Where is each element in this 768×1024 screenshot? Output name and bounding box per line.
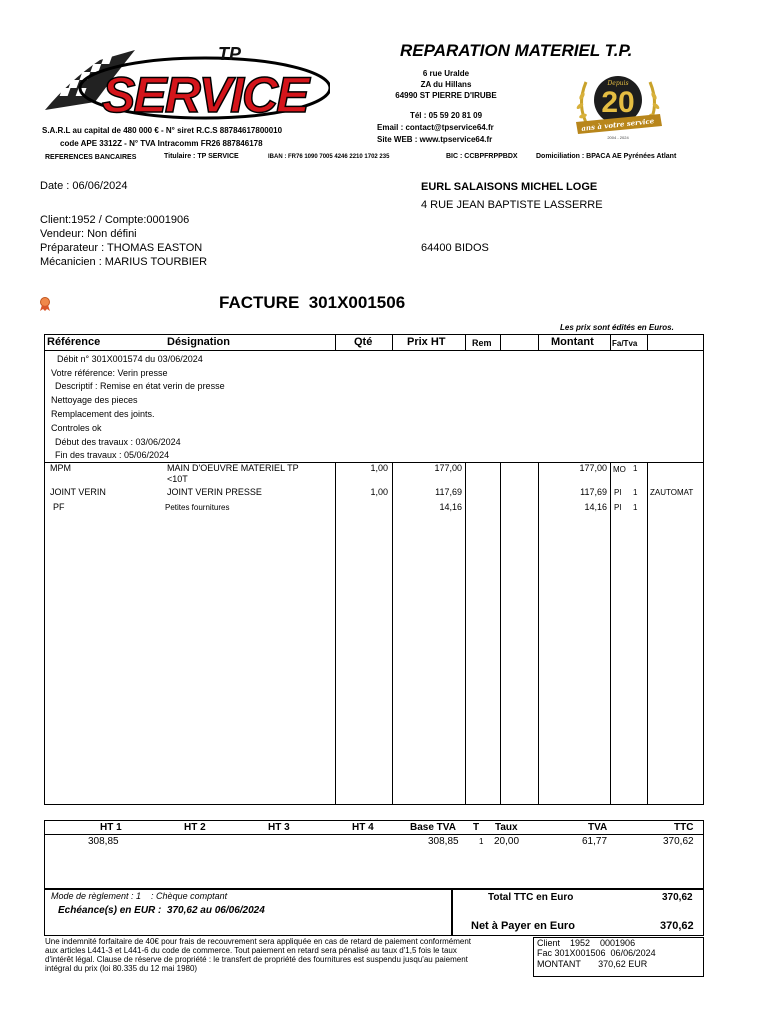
totals-taux: 20,00 bbox=[494, 836, 520, 847]
logo-tp-text: TP bbox=[218, 44, 242, 64]
company-address-3: 64990 ST PIERRE D'IRUBE bbox=[395, 91, 497, 100]
totals-col-t: T bbox=[473, 822, 480, 833]
payment-mode: Mode de règlement : 1 : Chèque comptant bbox=[51, 891, 228, 901]
description-line: Votre référence: Verin presse bbox=[51, 368, 168, 378]
recipient-street: 4 RUE JEAN BAPTISTE LASSERRE bbox=[421, 199, 603, 211]
totals-base-tva: 308,85 bbox=[428, 836, 459, 847]
badge-years: 20 bbox=[601, 86, 635, 119]
invoice-title: FACTURE 301X001506 bbox=[219, 293, 406, 312]
totals-col-tva: TVA bbox=[588, 822, 608, 833]
company-legal-2: code APE 3312Z - N° TVA Intracomm FR26 887846178 bbox=[60, 139, 263, 148]
bank-iban: IBAN : FR76 1090 7005 4246 2210 1702 235 bbox=[268, 154, 390, 160]
prices-note: Les prix sont édités en Euros. bbox=[560, 323, 674, 332]
invoice-client: Client:1952 / Compte:0001906 bbox=[40, 214, 190, 226]
item-montant: 117,69 bbox=[580, 487, 607, 497]
legal-line: aux articles L441-3 et L441-6 du code de commerce. Tout paiement en retard sera pénalisé au taux d'1,5 fois le taux bbox=[45, 946, 457, 955]
stub-line-2: Fac 301X001506 06/06/2024 bbox=[537, 948, 656, 958]
legal-line: Une indemnité forfaitaire de 40€ pour frais de recouvrement sera appliquée en cas de retard de paiement conformément bbox=[45, 937, 472, 946]
col-prix-ht: Prix HT bbox=[407, 336, 446, 348]
badge-depuis: Depuis bbox=[607, 80, 629, 87]
invoice-vendeur: Vendeur: Non défini bbox=[40, 228, 137, 240]
item-ref: PF bbox=[53, 502, 65, 512]
company-logo bbox=[40, 40, 330, 128]
payment-echeance: Echéance(s) en EUR : 370,62 au 06/06/2024 bbox=[58, 905, 265, 916]
item-extra: ZAUTOMAT bbox=[650, 488, 694, 497]
company-title: REPARATION MATERIEL T.P. bbox=[400, 41, 633, 60]
col-designation: Désignation bbox=[167, 336, 230, 348]
company-email: Email : contact@tpservice64.fr bbox=[377, 123, 494, 132]
total-ttc-label: Total TTC en Euro bbox=[488, 892, 574, 903]
item-qte: 1,00 bbox=[370, 463, 388, 473]
totals-col-ttc: TTC bbox=[674, 822, 694, 833]
totals-col-ht1: HT 1 bbox=[100, 822, 122, 833]
totals-col-ht4: HT 4 bbox=[352, 822, 374, 833]
item-ref: MPM bbox=[50, 463, 71, 473]
totals-col-ht3: HT 3 bbox=[268, 822, 290, 833]
item-designation: JOINT VERIN PRESSE bbox=[167, 487, 262, 497]
item-tva: 1 bbox=[633, 488, 638, 497]
badge-ribbon: ans à votre service bbox=[580, 116, 655, 133]
bank-references-label: REFERENCES BANCAIRES bbox=[45, 154, 137, 161]
recipient-city: 64400 BIDOS bbox=[421, 242, 489, 254]
total-ttc-value: 370,62 bbox=[662, 892, 693, 903]
item-fa: MO bbox=[613, 465, 626, 474]
company-web: Site WEB : www.tpservice64.fr bbox=[377, 135, 493, 144]
description-line: Début des travaux : 03/06/2024 bbox=[55, 437, 181, 447]
totals-tva: 61,77 bbox=[582, 836, 608, 847]
item-fa: PI bbox=[614, 503, 622, 512]
item-ref: JOINT VERIN bbox=[50, 487, 106, 497]
invoice-preparateur: Préparateur : THOMAS EASTON bbox=[40, 242, 203, 254]
company-address-1: 6 rue Uralde bbox=[422, 69, 470, 78]
bank-titulaire: Titulaire : TP SERVICE bbox=[164, 153, 239, 160]
recipient-name: EURL SALAISONS MICHEL LOGE bbox=[421, 181, 598, 193]
description-line: Remplacement des joints. bbox=[51, 409, 155, 419]
item-designation: Petites fournitures bbox=[165, 503, 230, 512]
description-line: Débit n° 301X001574 du 03/06/2024 bbox=[57, 354, 203, 364]
stub-line-1: Client 1952 0001906 bbox=[537, 938, 636, 948]
totals-col-ht2: HT 2 bbox=[184, 822, 206, 833]
totals-col-base-tva: Base TVA bbox=[410, 822, 456, 833]
item-montant: 177,00 bbox=[579, 463, 607, 473]
col-montant: Montant bbox=[551, 336, 594, 348]
totals-ht1: 308,85 bbox=[88, 836, 119, 847]
company-address-2: ZA du Hillans bbox=[420, 80, 472, 89]
description-line: Nettoyage des pieces bbox=[51, 395, 138, 405]
col-fa-tva: Fa/Tva bbox=[612, 339, 638, 348]
item-montant: 14,16 bbox=[584, 502, 607, 512]
item-designation: MAIN D'OEUVRE MATERIEL TP bbox=[167, 463, 299, 473]
anniversary-badge bbox=[568, 66, 668, 142]
item-prix: 14,16 bbox=[439, 502, 462, 512]
logo-service-text: SERVICE bbox=[102, 67, 308, 123]
col-reference: Référence bbox=[47, 336, 101, 348]
invoice-mecanicien: Mécanicien : MARIUS TOURBIER bbox=[40, 256, 208, 268]
description-line: Descriptif : Remise en état verin de presse bbox=[55, 381, 225, 391]
item-tva: 1 bbox=[633, 464, 638, 473]
col-qte: Qté bbox=[354, 336, 373, 348]
description-line: Fin des travaux : 05/06/2024 bbox=[55, 450, 170, 460]
bank-domiciliation: Domiciliation : BPACA AE Pyrénées Atlant bbox=[536, 153, 677, 160]
company-legal-1: S.A.R.L au capital de 480 000 € - N° siret R.C.S 88784617800010 bbox=[42, 126, 283, 135]
legal-line: intégral du prix (loi 80.335 du 12 mai 1980) bbox=[45, 964, 198, 973]
item-tva: 1 bbox=[633, 503, 638, 512]
stub-line-3: MONTANT 370,62 EUR bbox=[537, 959, 648, 969]
award-ribbon-icon bbox=[38, 296, 52, 312]
item-prix: 177,00 bbox=[434, 463, 462, 473]
company-tel: Tél : 05 59 20 81 09 bbox=[409, 111, 483, 120]
bank-bic: BIC : CCBPFRPPBDX bbox=[446, 153, 518, 160]
totals-t: 1 bbox=[479, 837, 484, 846]
badge-dates: 2004 - 2024 bbox=[607, 135, 629, 140]
invoice-date: Date : 06/06/2024 bbox=[40, 180, 128, 192]
net-a-payer-value: 370,62 bbox=[660, 920, 694, 932]
item-qte: 1,00 bbox=[370, 487, 388, 497]
totals-ttc: 370,62 bbox=[663, 836, 694, 847]
items-table bbox=[44, 334, 704, 805]
item-designation-2: <10T bbox=[167, 474, 188, 484]
item-fa: PI bbox=[614, 488, 622, 497]
col-rem: Rem bbox=[472, 338, 492, 348]
totals-col-taux: Taux bbox=[495, 822, 518, 833]
legal-line: d'intérêt légal. Clause de réserve de propriété : le transfert de propriété des fournitures est suspendu jusqu'au paiement bbox=[45, 955, 468, 964]
item-prix: 117,69 bbox=[435, 487, 462, 497]
description-line: Controles ok bbox=[51, 423, 102, 433]
net-a-payer-label: Net à Payer en Euro bbox=[471, 920, 575, 932]
